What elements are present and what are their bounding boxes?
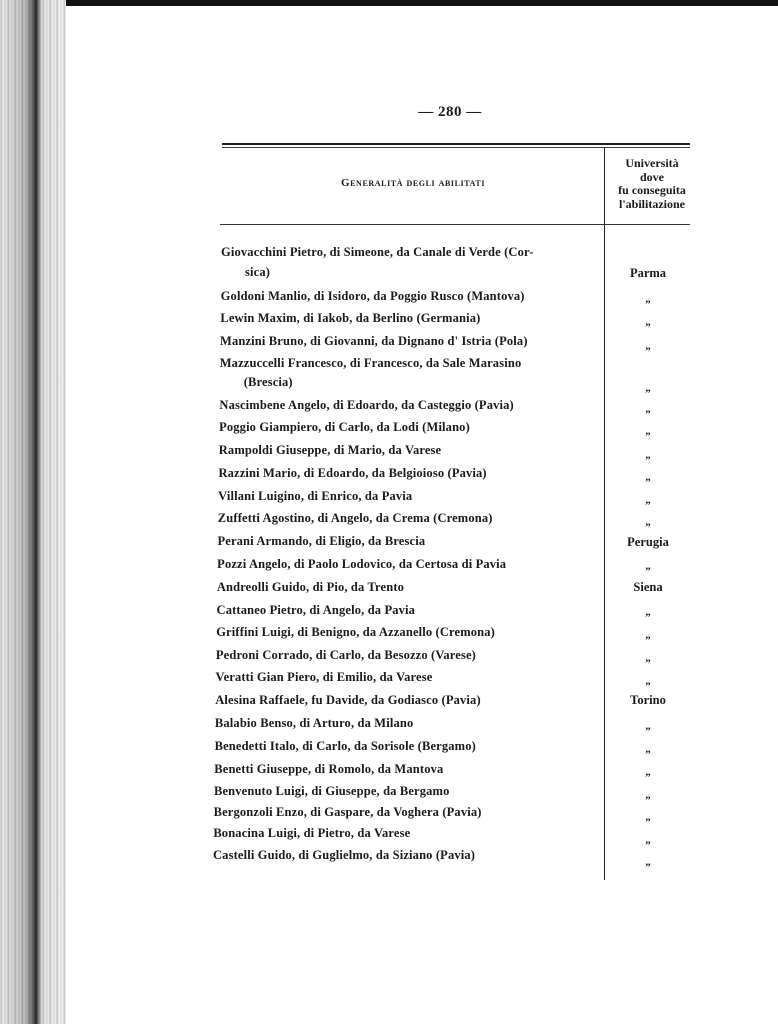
- entry-name: Mazzuccelli Francesco, di Francesco, da Sale Marasino: [219, 356, 522, 370]
- entry-name: Benetti Giuseppe, di Romolo, da Mantova: [214, 762, 444, 776]
- entry-name: Bonacina Luigi, di Pietro, da Varese: [213, 826, 411, 840]
- entry-university: „: [645, 766, 651, 778]
- entry-name: Manzini Bruno, di Giovanni, da Dignano d' Istria (Pola): [220, 334, 528, 348]
- entry-university: „: [645, 743, 651, 755]
- entry-name: Lewin Maxim, di Iakob, da Berlino (Germania): [220, 311, 481, 325]
- entry-name-continuation: (Brescia): [243, 375, 293, 389]
- scan-top-edge: [66, 0, 778, 6]
- entry-name: Benvenuto Luigi, di Giuseppe, da Bergamo: [213, 784, 450, 798]
- entry-name: Pozzi Angelo, di Paolo Lodovico, da Certosa di Pavia: [217, 557, 507, 571]
- entry-name: Nascimbene Angelo, di Edoardo, da Casteggio (Pavia): [219, 398, 514, 412]
- entry-university: „: [645, 293, 651, 305]
- entry-university: „: [645, 560, 651, 572]
- entry-university: „: [645, 382, 651, 394]
- column-header-university: [606, 157, 698, 211]
- header-line: fu conseguita: [618, 183, 686, 197]
- entry-name-continuation: sica): [245, 265, 271, 279]
- entry-name: Villani Luigino, di Enrico, da Pavia: [218, 489, 413, 503]
- book-gutter: [0, 0, 66, 1024]
- entry-university: „: [645, 606, 651, 618]
- entry-university: „: [645, 856, 651, 868]
- entry-university: „: [645, 834, 651, 846]
- entry-university: „: [645, 316, 651, 328]
- entry-university: „: [645, 403, 651, 415]
- table-header-rule: [220, 224, 690, 225]
- entry-name: Andreolli Guido, di Pio, da Trento: [216, 580, 405, 594]
- entry-name: Goldoni Manlio, di Isidoro, da Poggio Rusco (Mantova): [220, 289, 525, 303]
- page-number: — 280 —: [418, 104, 482, 120]
- entry-university: „: [645, 516, 651, 528]
- header-line: Università: [625, 156, 679, 170]
- entry-name: Cattaneo Pietro, di Angelo, da Pavia: [216, 603, 416, 617]
- entry-university: „: [645, 471, 651, 483]
- entry-name: Bergonzoli Enzo, di Gaspare, da Voghera (Pavia): [213, 805, 482, 819]
- entry-university: „: [645, 629, 651, 641]
- header-line: l'abilitazione: [619, 196, 685, 211]
- entry-university: Parma: [629, 266, 667, 280]
- entry-university: „: [645, 675, 651, 687]
- entry-university: „: [645, 720, 651, 732]
- entry-name: Perani Armando, di Eligio, da Brescia: [217, 534, 426, 548]
- entry-name: Zuffetti Agostino, di Angelo, da Crema (Cremona): [217, 511, 493, 525]
- entry-name: Benedetti Italo, di Carlo, da Sorisole (Bergamo): [214, 739, 476, 753]
- entry-university: „: [645, 425, 651, 437]
- entry-university: „: [645, 789, 651, 801]
- entry-name: Alesina Raffaele, fu Davide, da Godiasco (Pavia): [215, 693, 481, 707]
- table-top-rule: [222, 143, 690, 145]
- entry-university: „: [645, 652, 651, 664]
- table-top-rule-thin: [222, 147, 690, 148]
- entry-name: Razzini Mario, di Edoardo, da Belgioioso (Pavia): [218, 466, 487, 480]
- entry-university: „: [645, 494, 651, 506]
- column-header-names: Generalità degli abilitati: [340, 177, 486, 189]
- entry-name: Castelli Guido, di Guglielmo, da Siziano (Pavia): [213, 848, 476, 862]
- entry-university: „: [645, 811, 651, 823]
- entry-university: Siena: [633, 580, 663, 594]
- entry-name: Rampoldi Giuseppe, di Mario, da Varese: [218, 443, 442, 457]
- entry-name: Giovacchini Pietro, di Simeone, da Canale di Verde (Cor-: [221, 245, 534, 259]
- entry-university: Perugia: [627, 535, 669, 549]
- entry-university: Torino: [630, 693, 666, 707]
- header-line: dove: [640, 169, 664, 184]
- entry-name: Pedroni Corrado, di Carlo, da Besozzo (Varese): [215, 648, 476, 662]
- entry-university: „: [645, 340, 651, 352]
- entry-name: Griffini Luigi, di Benigno, da Azzanello (Cremona): [216, 625, 495, 639]
- entry-university: „: [645, 449, 651, 461]
- entry-name: Veratti Gian Piero, di Emilio, da Varese: [215, 670, 433, 684]
- entry-name: Poggio Giampiero, di Carlo, da Lodi (Milano): [219, 420, 470, 434]
- entry-name: Balabio Benso, di Arturo, da Milano: [214, 716, 414, 730]
